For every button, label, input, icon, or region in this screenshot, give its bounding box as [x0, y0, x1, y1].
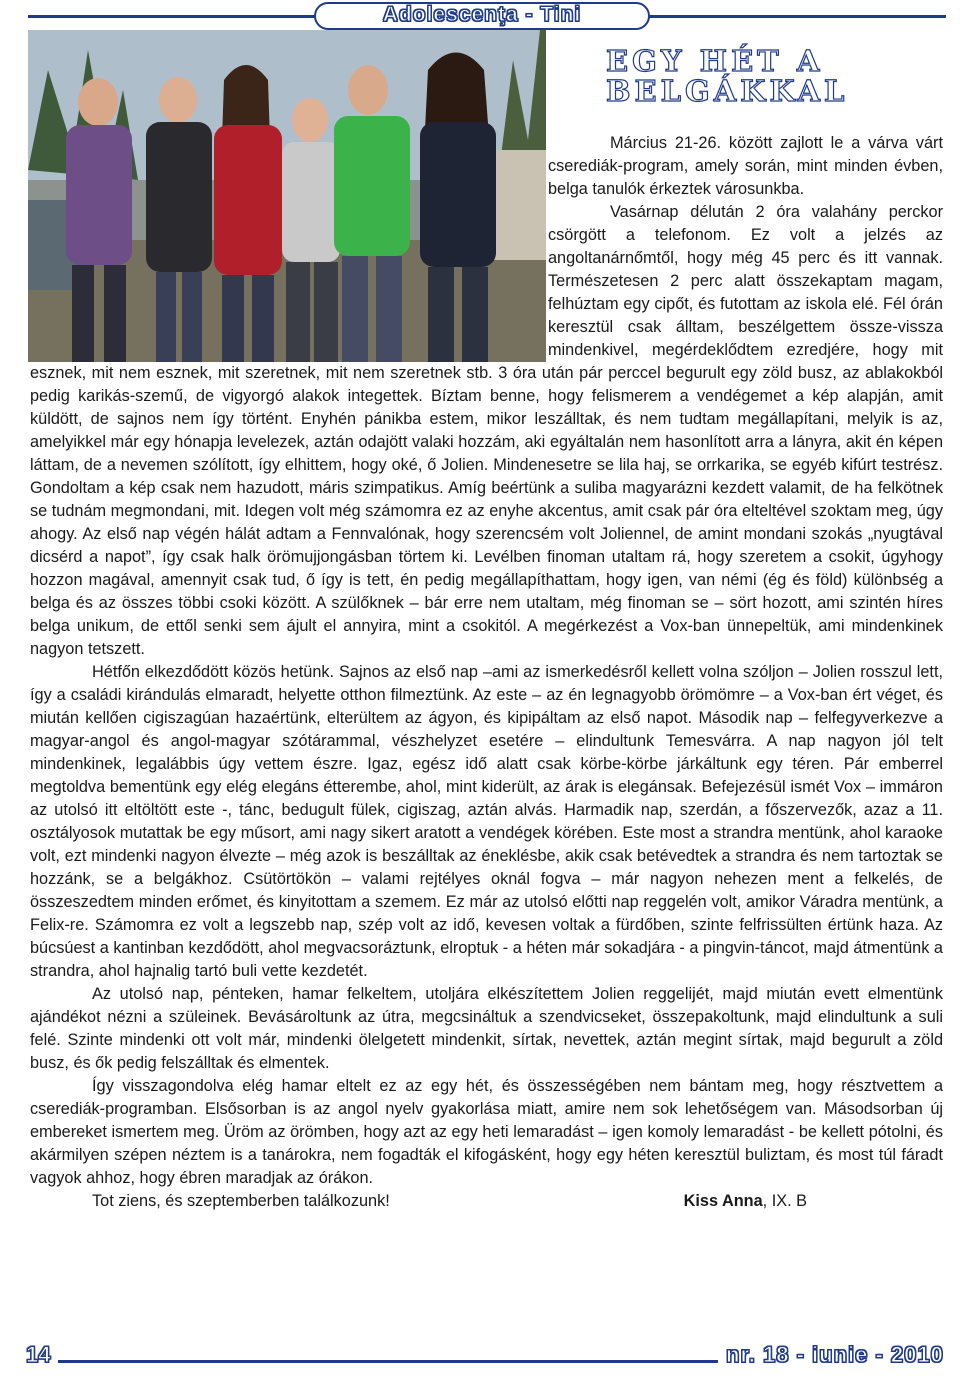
article-body	[30, 132, 943, 1213]
header-rule-left	[28, 15, 318, 18]
closing-greeting: Tot ziens, és szeptemberben találkozunk!	[92, 1192, 390, 1210]
closing-line	[30, 1190, 943, 1213]
section-header	[314, 2, 650, 30]
section-title: Adolescenţa - Tini	[382, 3, 582, 26]
signature	[684, 1190, 807, 1213]
page-number: 14	[26, 1342, 51, 1367]
photo-wrap-spacer	[30, 132, 548, 362]
author-class: , IX. B	[762, 1192, 807, 1210]
author-name: Kiss Anna	[683, 1192, 763, 1210]
issue-label: nr. 18 - iunie - 2010	[726, 1342, 944, 1367]
footer-rule	[58, 1360, 718, 1363]
paragraph-1: Március 21-26. között zajlott le a várva várt cserediák-program, amely során, mint minden évben, belga tanulók érkeztek városunkba.	[548, 134, 943, 198]
paragraph-3: Hétfőn elkezdődött közös hetünk. Sajnos az első nap –ami az ismerkedésről kellett volna szóljon – Jolien rosszul lett, így a családi kirándulás elmaradt, helyette otthon filmeztünk. Az este – az én legnagyobb örömömre – a Vox-ban ért véget, és miután kellően cigiszagúan hazaértünk, elterültem az ágyon, és kipipáltam az első napot. Második nap – felfegyverkezve a magyar-angol és angol-magyar szótárammal, vészhelyzet esetére – elindultunk Temesvárra. A nap nagyon jól telt mindenkinek, legalábbis úgy vettem észre. Igaz, egész idő alatt csak körbe-körbe járkáltunk egy téren. Pár emberrel megtoldva bementünk egy elég elegáns étterembe, ahol, mint kiderült, az árak is elegánsak. Befejezésül ismét Vox – immáron az utolsó itt eltöltött este -, tánc, bedugult fülek, cigiszag, aztán alvás. Harmadik nap, szerdán, a főszervezők, azaz a 11. osztályosok mutattak be egy műsort, ami nagy sikert aratott a vendégek körében. Este most a strandra mentünk, ahol karaoke volt, ezt mindenki nagyon élvezte – még azok is beszálltak az éneklésbe, akik csak betévedtek a strandra és nem tartoztak se hozzánk, se a belgákhoz. Csütörtökön – valami rejtélyes oknál fogva – már nagyon nehezen ment a felkelés, de összeszedtem minden erőmet, és kinyitottam a szemem. Ez már az utolsó előtti nap reggelén volt, amikor Váradra mentünk, a Felix-re. Számomra ez volt a legszebb nap, szép volt az idő, kevesen voltak a fürdőben, szinte felfrissülten értünk haza. Az búcsúest a kantinban kezdődött, ahol megvacsoráztunk, elroptuk - a héten már sokadjára - a pingvin-táncot, majd átmentünk a strandra, ahol hajnalig tartó buli vette kezdetét.	[30, 663, 943, 980]
article-title: EGY HÉT A BELGÁKKAL	[606, 44, 849, 108]
paragraph-4: Az utolsó nap, pénteken, hamar felkeltem, utoljára elkészítettem Jolien reggelijét, majd miután evett elmentünk ajándékot nézni a szüleinek. Bevásároltunk az útra, megcsináltuk a szendvicseket, összepakoltunk, majd elindultunk a suli felé. Szinte mindenki ott volt már, mindenki ölelgetett mindenkit, sírtak, nevettek, aztán megint sírtak, majd begurult a zöld busz, és ők pedig felszálltak és elmentek.	[30, 985, 943, 1072]
header-rule-right	[646, 15, 946, 18]
paragraph-2: Vasárnap délután 2 óra valahány perckor csörgött a telefonom. Ez volt a jelzés az angoltanárnőmtől, hogy még 45 perc és itt vannak. Természetesen 2 perc alatt összekaptam magam, felhúztam egy cipőt, és futottam az iskola elé. Fél órán keresztül csak álltam, beszélgettem össze-vissza mindenkivel, megérdeklődtem ezredjére, hogy mit esznek, mit nem esznek, mit szeretnek, mit nem szeretnek stb. 3 óra után pár perccel begurult egy zöld busz, az ablakokból pedig karikás-szemű, de vigyorgó alakok integettek. Bíztam benne, hogy felismerem a vendégemet a kép alapján, amit küldött, de sajnos nem így történt. Enyhén pánikba estem, mikor leszálltak, és nem tudtam megállapítani, melyik is az, amelyikkel már egy hónapja levelezek, aztán odajött valaki hozzám, aki egyáltalán nem hasonlított arra a lányra, akit én képen láttam, de a nevemen szólított, így elhittem, hogy oké, ő Jolien. Mindenesetre se lila haj, se orrkarika, se egyéb kifúrt testrész. Gondoltam a kép csak nem hazudott, máris szimpatikus. Amíg beértünk a suliba magyarázni kezdett valamit, de ha felkötnek se tudnám megmondani, mit. Idegen volt még számomra ez az enyhe akcentus, amit csak pár óra elteltével szoktam meg, úgy ahogy. Az első nap végén hálát adtam a Fennvalónak, hogy szerencsém volt Joliennel, de amint mondani szokás „nyugtával dicsérd a napot”, így csak halk örömujjongásban törtem ki. Levélben finoman utaltam rá, hogy szeretem a csokit, úgyhogy hozzon magával, amennyit csak tud, ő így is tett, én pedig megállapíthattam, hogy igen, van némi (ég és föld) különbség a belga és az összes többi csoki között. A szülőknek – bár erre nem utaltam, még finoman se – sört hozott, ami szintén híres belga unikum, de ettől senki sem ájult el annyira, mint a csokitól. A megérkezést a Vox-ban ünnepeltük, ami mindenkinek nagyon tetszett.	[30, 203, 943, 658]
paragraph-5: Így visszagondolva elég hamar eltelt ez az egy hét, és összességében nem bántam meg, hogy résztvettem a cserediák-programban. Elsősorban is az angol nyelv gyakorlása miatt, amire nem sok lehetőségem van. Másodsorban új embereket ismertem meg. Üröm az örömben, hogy azt az egy heti lemaradást – igen komoly lemaradást - be kellett pótolni, és akármilyen szépen néztem is a tanárokra, nem fogadták el kifogásként, hogy egy héten keresztül buliztam, és most túl fáradt vagyok ahhoz, hogy ébren maradjak az órákon.	[30, 1077, 943, 1187]
